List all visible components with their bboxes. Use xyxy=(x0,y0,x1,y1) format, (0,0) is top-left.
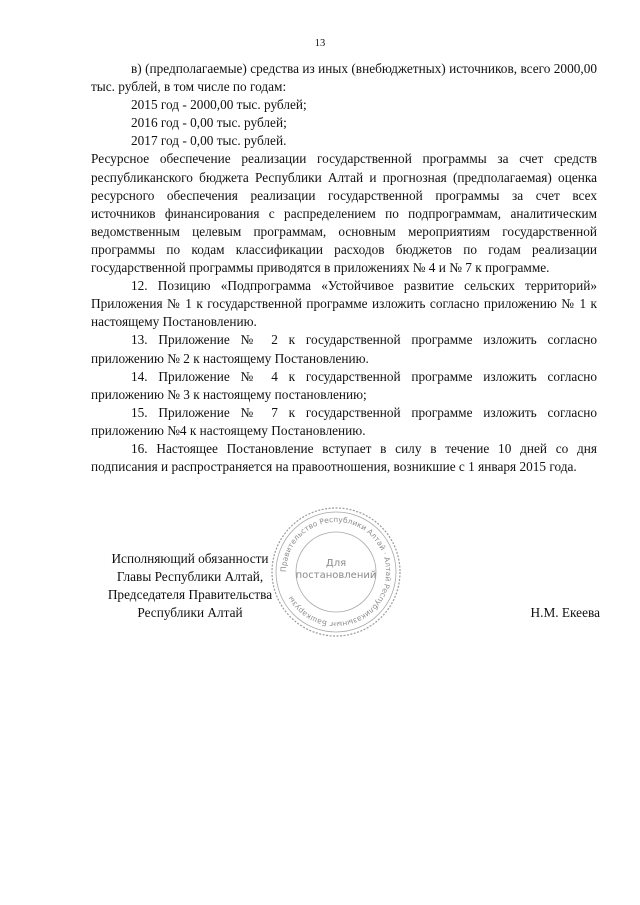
document-paragraph: 2015 год - 2000,00 тыс. рублей; xyxy=(131,97,307,113)
document-paragraph: 16. Настоящее Постановление вступает в силу в течение 10 дней со дня подписания и распространяется на правоотношения, возникшие с 1 января 2015 года. xyxy=(91,440,597,475)
signatory-title-line: Председателя Правительства xyxy=(107,587,273,603)
seal-center-line: Для xyxy=(325,558,347,569)
document-paragraph: в) (предполагаемые) средства из иных (внебюджетных) источников, всего 2000,00 тыс. рублей, в том числе по годам: xyxy=(91,61,597,95)
document-paragraph: 2017 год - 0,00 тыс. рублей. xyxy=(131,133,287,149)
document-paragraph: 2016 год - 0,00 тыс. рублей; xyxy=(131,115,287,131)
seal-center-line: постановлений xyxy=(295,570,377,581)
signatory-title xyxy=(90,550,290,622)
signatory-title-line: Исполняющий обязанности xyxy=(111,551,269,566)
document-body xyxy=(91,60,597,476)
signatory-name: Н.М. Екеева xyxy=(530,605,600,620)
signatory-title-line: Главы Республики Алтай, xyxy=(116,569,264,585)
document-paragraph: Ресурсное обеспечение реализации государственной программы за счет средств республиканского бюджета Республики Алтай и прогнозная (предполагаемая) оценка ресурсного обеспечения реализации государственной программы за счет всех источников финансирования с распределением по подпрограммам, аналитическим ведомственным целевым программам, основным мероприятиям государственной программы по кодам классификации расходов бюджетов по годам реализации государственной программы приводятся в приложениях № 4 и № 7 к программе. xyxy=(91,151,597,276)
document-paragraph: 14. Приложение № 4 к государственной программе изложить согласно приложению № 3 к настоящему постановлению; xyxy=(91,368,597,402)
document-paragraph: 13. Приложение № 2 к государственной программе изложить согласно приложению № 2 к настоящему Постановлению. xyxy=(91,332,597,366)
seal-center-text xyxy=(288,558,384,582)
seal-ring-text: Правительство Республики Алтай · Алтай Республиказыныҥ Башкарузы xyxy=(278,514,394,630)
signatory-title-line: Республики Алтай xyxy=(137,605,243,621)
page-number: 13 xyxy=(314,38,326,49)
official-seal-stamp xyxy=(268,504,404,640)
document-paragraph: 12. Позицию «Подпрограмма «Устойчивое развитие сельских территорий» Приложения № 1 к государственной программе изложить согласно приложению № 1 к настоящему Постановлению. xyxy=(91,278,597,330)
document-paragraph: 15. Приложение № 7 к государственной программе изложить согласно приложению №4 к настоящему Постановлению. xyxy=(91,404,597,438)
